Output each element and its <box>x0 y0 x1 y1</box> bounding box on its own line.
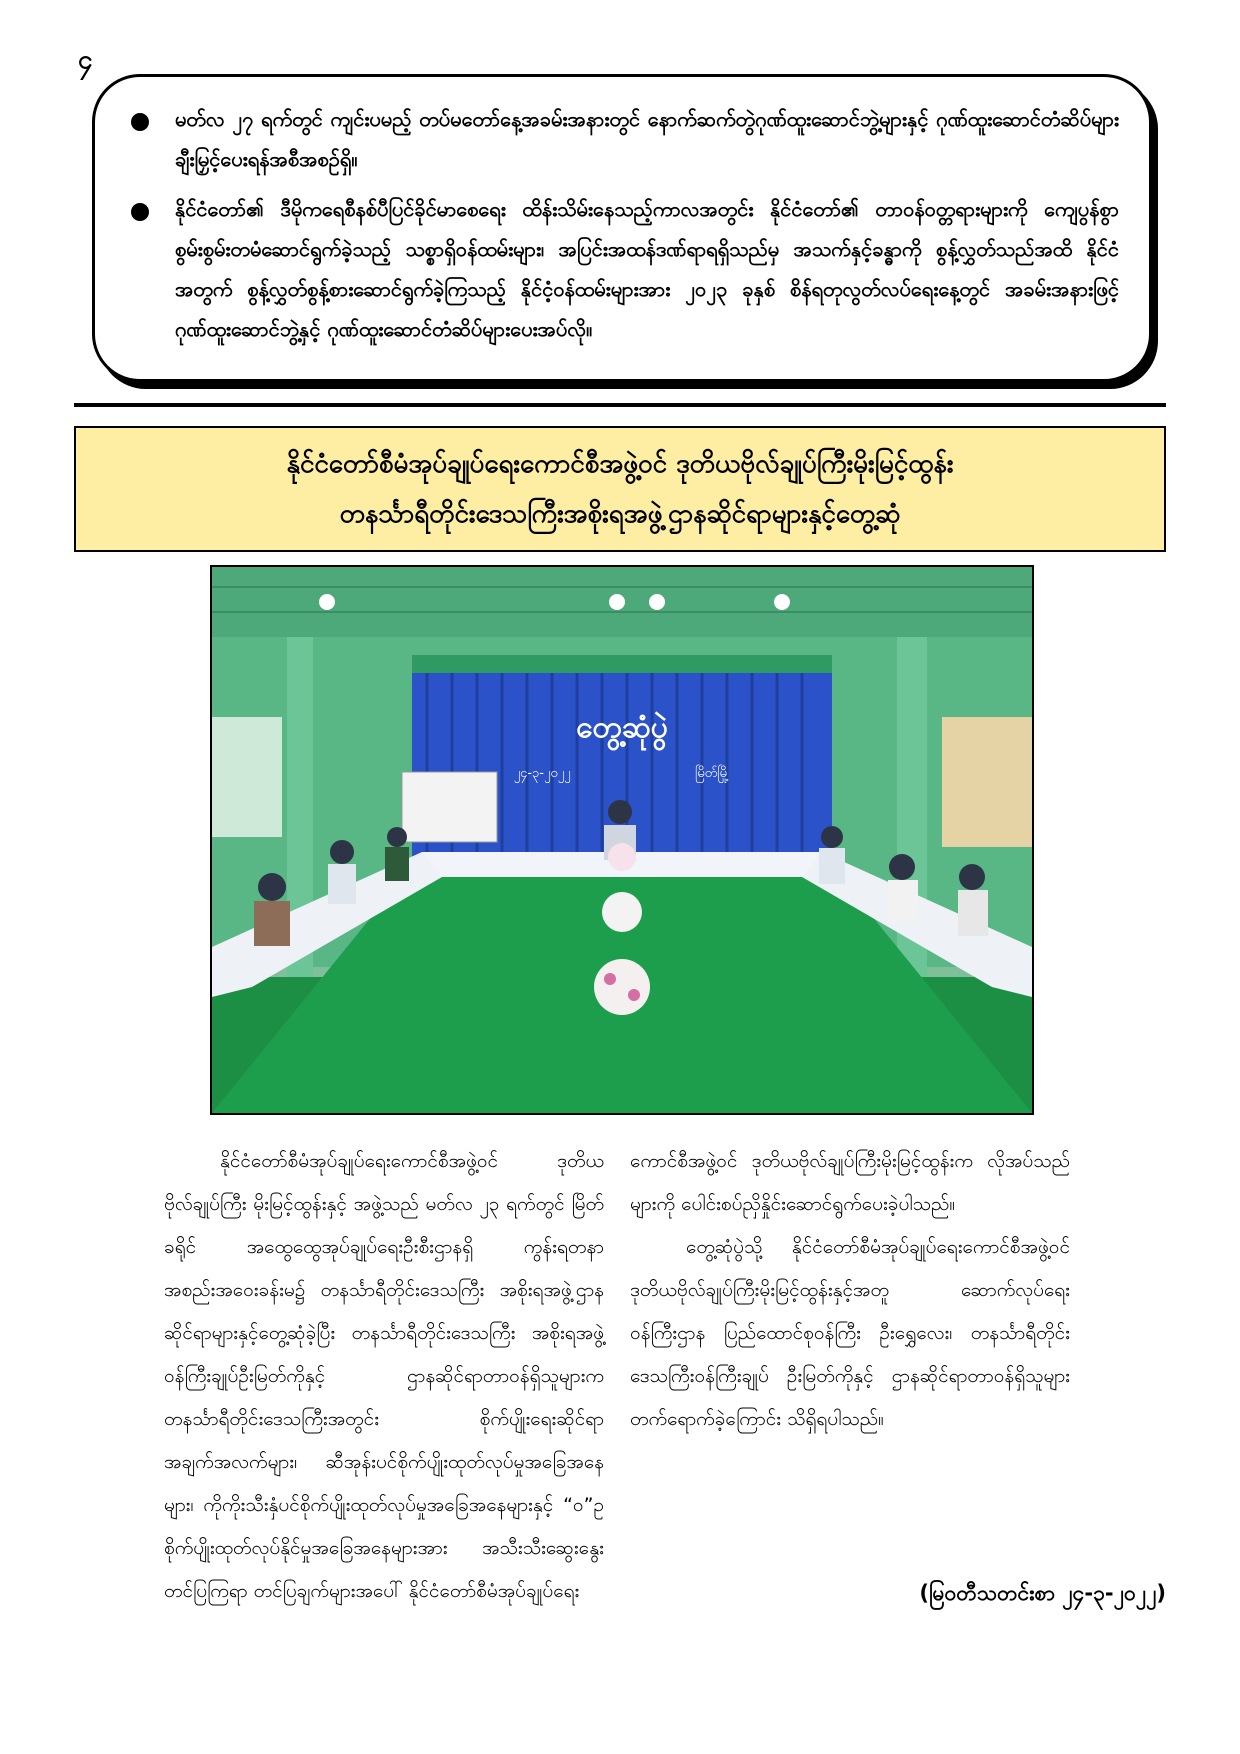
headline-line-2: တနင်္သာရီတိုင်းဒေသကြီးအစိုးရအဖွဲ့ဌာနဆိုင်ရာများနှင့်တွေ့ဆုံ <box>339 499 901 529</box>
article-paragraph: ကောင်စီအဖွဲ့ဝင် ဒုတိယဗိုလ်ချုပ်ကြီးမိုးမြင့်ထွန်းက လိုအပ်သည်များကို ပေါင်းစပ်ညှိနှိုင်းဆောင်ရွက်ပေးခဲ့ပါသည်။ <box>630 1150 1070 1215</box>
source-citation: (မြဝတီသတင်းစာ ၂၄-၃-၂၀၂၂) <box>919 1581 1166 1605</box>
bullet-item <box>125 189 1119 349</box>
bullet-text: မတ်လ ၂၇ ရက်တွင် ကျင်းပမည့် တပ်မတော်နေ့အခမ်းအနားတွင် နောက်ဆက်တွဲဂုဏ်ထူးဆောင်ဘွဲ့များနှင့် ဂုဏ်ထူးဆောင်တံဆိပ်များ ချီးမြှင့်ပေးရန်အစီအစဉ်ရှိ။ <box>175 107 1119 171</box>
article-left-column <box>164 1140 604 1613</box>
banner-date: ၂၄-၃-၂၀၂၂ <box>513 766 571 781</box>
headline-box <box>74 426 1166 552</box>
bullet-dot-icon <box>131 113 149 131</box>
article-paragraph: နိုင်ငံတော်စီမံအုပ်ချုပ်ရေးကောင်စီအဖွဲ့ဝင် ဒုတိယဗိုလ်ချုပ်ကြီး မိုးမြင့်ထွန်းနှင့် အဖွဲ့သည် မတ်လ ၂၃ ရက်တွင် မြိတ်ခရိုင် အထွေထွေအုပ်ချုပ်ရေးဦးစီးဌာနရှိ ကွန်းရတနာအစည်းအဝေးခန်းမ၌ တနင်္သာရီတိုင်းဒေသကြီး အစိုးရအဖွဲ့ဌာနဆိုင်ရာများနှင့်တွေ့ဆုံခဲ့ပြီး တနင်္သာရီတိုင်းဒေသကြီး အစိုးရအဖွဲ့ဝန်ကြီးချုပ်ဦးမြတ်ကိုနှင့် ဌာနဆိုင်ရာတာဝန်ရှိသူများက တနင်္သာရီတိုင်းဒေသကြီးအတွင်း စိုက်ပျိုးရေးဆိုင်ရာ အချက်အလက်များ၊ ဆီအုန်းပင်စိုက်ပျိုးထုတ်လုပ်မှုအခြေအနေများ၊ ကိုကိုးသီးနှံပင်စိုက်ပျိုးထုတ်လုပ်မှုအခြေအနေများနှင့် “ဝ”ဥစိုက်ပျိုးထုတ်လုပ်နိုင်မှုအခြေအနေများအား အသီးသီးဆွေးနွေးတင်ပြကြရာ တင်ပြချက်များအပေါ် နိုင်ငံတော်စီမံအုပ်ချုပ်ရေး <box>164 1150 604 1602</box>
banner-title: တွေ့ဆုံပွဲ <box>576 710 668 745</box>
page-number: ၄ <box>78 45 93 75</box>
article-paragraph: တွေ့ဆုံပွဲသို့ နိုင်ငံတော်စီမံအုပ်ချုပ်ရေးကောင်စီအဖွဲ့ဝင် ဒုတိယဗိုလ်ချုပ်ကြီးမိုးမြင့်ထွန်းနှင့်အတူ ဆောက်လုပ်ရေးဝန်ကြီးဌာန ပြည်ထောင်စုဝန်ကြီး ဦးရွှေလေး၊ တနင်္သာရီတိုင်းဒေသကြီးဝန်ကြီးချုပ် ဦးမြတ်ကိုနှင့် ဌာနဆိုင်ရာတာဝန်ရှိသူများ တက်ရောက်ခဲ့ကြောင်း သိရှိရပါသည်။ <box>630 1236 1070 1430</box>
banner-place: မြိတ်မြို့ <box>695 766 729 781</box>
bullet-box <box>92 74 1152 382</box>
article-right-column <box>630 1140 1070 1441</box>
bullet-dot-icon <box>131 203 149 221</box>
horizontal-rule <box>74 403 1166 407</box>
bullet-item <box>125 99 1119 179</box>
headline-line-1: နိုင်ငံတော်စီမံအုပ်ချုပ်ရေးကောင်စီအဖွဲ့ဝင် ဒုတိယဗိုလ်ချုပ်ကြီးမိုးမြင့်ထွန်း <box>286 449 954 479</box>
meeting-photo <box>210 565 1034 1115</box>
bullet-text: နိုင်ငံတော်၏ ဒီမိုကရေစီနစ်ပီပြင်ခိုင်မာစေရေး ထိန်းသိမ်းနေသည့်ကာလအတွင်း နိုင်ငံတော်၏ တာဝန်ဝတ္တရားများကို ကျေပွန်စွာ စွမ်းစွမ်းတမံဆောင်ရွက်ခဲ့သည့် သစ္စာရှိဝန်ထမ်းများ၊ အပြင်းအထန်ဒဏ်ရာရရှိသည်မှ အသက်နှင့်ခန္ဓာကို စွန့်လွှတ်သည်အထိ နိုင်ငံအတွက် စွန့်လွှတ်စွန့်စားဆောင်ရွက်ခဲ့ကြသည့် နိုင်ငံ့ဝန်ထမ်းများအား ၂၀၂၃ ခုနှစ် စိန်ရတုလွတ်လပ်ရေးနေ့တွင် အခမ်းအနားဖြင့် ဂုဏ်ထူးဆောင်ဘွဲ့နှင့် ဂုဏ်ထူးဆောင်တံဆိပ်များပေးအပ်လို။ <box>175 197 1119 341</box>
